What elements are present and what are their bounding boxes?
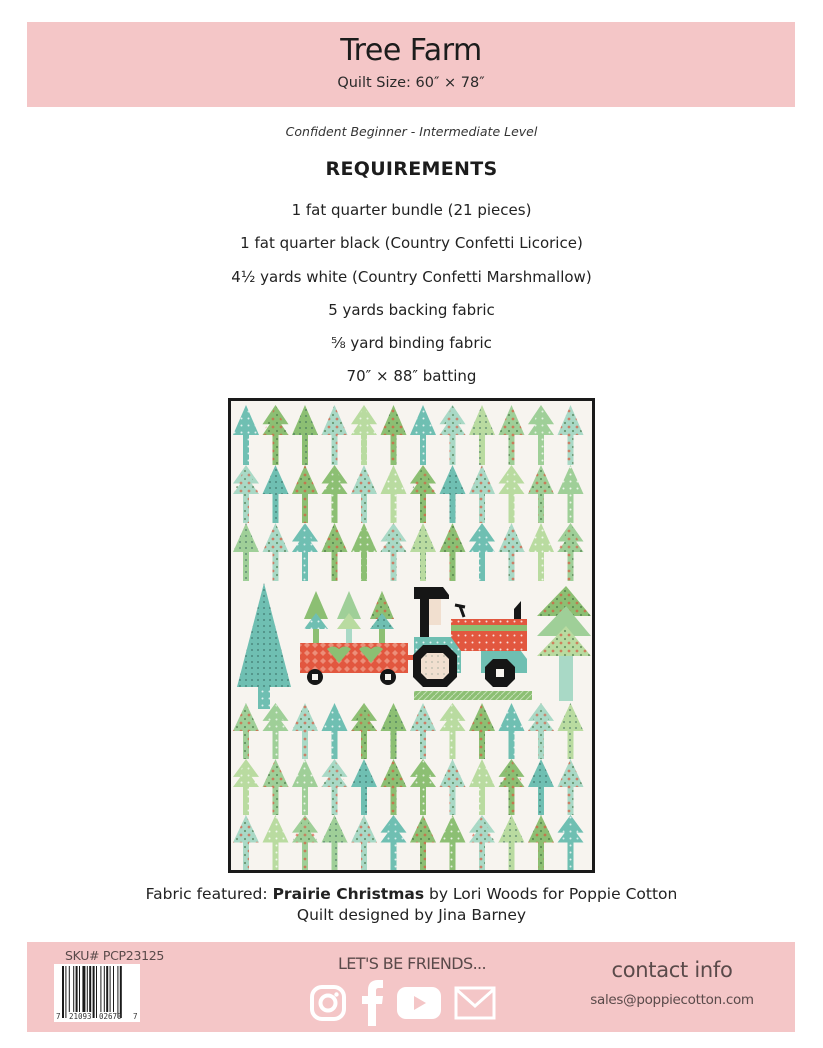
facebook-icon[interactable] (360, 980, 384, 1026)
barcode-left-digit: 7 (56, 1012, 61, 1021)
requirement-item: 5 yards backing fabric (328, 300, 495, 319)
header-band (27, 22, 795, 107)
fabric-label: Fabric featured: (145, 885, 268, 903)
tractor (413, 587, 532, 700)
contact-heading: contact info (611, 958, 733, 982)
requirement-item: 70″ × 88″ batting (346, 367, 477, 386)
wagon-trees (304, 591, 394, 643)
farm-scene (237, 583, 591, 709)
requirement-item: ⅝ yard binding fabric (331, 334, 492, 353)
requirement-item: 1 fat quarter bundle (21 pieces) (291, 201, 532, 219)
designer-credit: Quilt designed by Jina Barney (296, 906, 527, 924)
barcode (54, 964, 140, 1022)
barcode-right-digit: 7 (133, 1012, 138, 1021)
skill-level: Confident Beginner - Intermediate Level (285, 124, 538, 139)
barcode-group1: 21093 (69, 1012, 92, 1021)
requirement-item: 1 fat quarter black (Country Confetti Licorice) (240, 234, 583, 253)
quilt-size: Quilt Size: 60″ × 78″ (337, 75, 485, 91)
credits (0, 884, 823, 926)
pattern-title: Tree Farm (340, 33, 482, 68)
barcode-group2: 02670 (99, 1012, 122, 1021)
quilt-illustration (231, 401, 592, 870)
youtube-icon[interactable] (397, 987, 441, 1019)
fabric-name: Prairie Christmas (272, 885, 425, 903)
footer-band (27, 942, 795, 1032)
contact-email-link[interactable]: sales@poppiecotton.com (590, 992, 754, 1008)
tree-rows-top (233, 405, 584, 581)
tree-rows-bottom (233, 703, 584, 870)
fabric-by: by Lori Woods for Poppie Cotton (428, 885, 678, 903)
quilt-image (228, 398, 595, 873)
social-heading: LET'S BE FRIENDS... (337, 954, 487, 973)
instagram-icon[interactable] (309, 984, 347, 1022)
requirements-heading: REQUIREMENTS (325, 158, 498, 180)
requirement-item: 4½ yards white (Country Confetti Marshmallow) (231, 267, 592, 286)
large-tree-left (237, 583, 291, 709)
sku-label: SKU# PCP23125 (65, 948, 165, 963)
fabric-credit (0, 884, 823, 905)
large-tree-right (537, 586, 591, 701)
email-icon[interactable] (454, 986, 496, 1020)
social-links (309, 982, 496, 1024)
requirements-list (0, 200, 823, 400)
barcode-bars (54, 964, 140, 1022)
wagon (300, 643, 414, 685)
